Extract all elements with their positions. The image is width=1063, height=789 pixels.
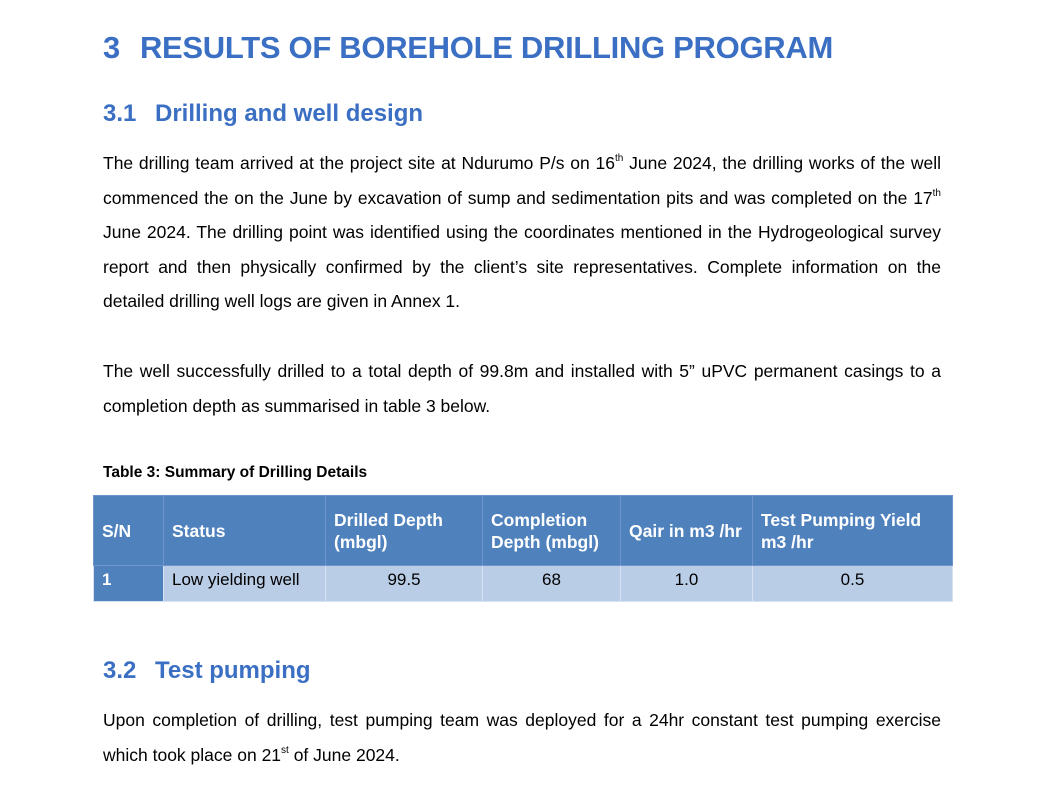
drilling-paragraph: The drilling team arrived at the project site at Ndurumo P/s on 16th June 2024, the drilling works of the well commenced the on the June by excavation of sump and sedimentation pits and was completed on the 17th June 2024. The drilling point was identified using the coordinates mentioned in the Hydrogeological survey report and then physically confirmed by the client’s site representatives. Complete information on the detailed drilling well logs are given in Annex 1.: [103, 153, 941, 311]
table-caption: Table 3: Summary of Drilling Details: [103, 464, 368, 481]
header-qair: Qair in m3 /hr: [621, 496, 753, 566]
section-number: 3.2: [103, 657, 137, 684]
section-title: Drilling and well design: [155, 100, 424, 127]
cell-status: Low yielding well: [164, 566, 326, 602]
chapter-title: RESULTS OF BOREHOLE DRILLING PROGRAM: [139, 30, 833, 65]
header-status: Status: [164, 496, 326, 566]
cell-drilled-depth: 99.5: [326, 566, 483, 602]
header-drilled-depth: Drilled Depth (mbgl): [326, 496, 483, 566]
header-completion-depth: Completion Depth (mbgl): [483, 496, 621, 566]
cell-sn: 1: [94, 566, 164, 602]
casing-paragraph: The well successfully drilled to a total depth of 99.8m and installed with 5” uPVC permanent casings to a completion depth as summarised in table 3 below.: [103, 361, 941, 416]
table-header-row: [94, 496, 953, 566]
header-test-pumping-yield: Test Pumping Yield m3 /hr: [753, 496, 953, 566]
test-pumping-paragraph: Upon completion of drilling, test pumping team was deployed for a 24hr constant test pumping exercise which took place on 21st of June 2024.: [103, 710, 941, 765]
section-heading-drilling: [103, 100, 423, 128]
section-number: 3.1: [103, 100, 137, 127]
chapter-heading: [103, 30, 833, 66]
chapter-number: 3: [103, 30, 120, 65]
table-row: [94, 566, 953, 602]
header-sn: S/N: [94, 496, 164, 566]
cell-completion-depth: 68: [483, 566, 621, 602]
cell-qair: 1.0: [621, 566, 753, 602]
cell-test-pumping-yield: 0.5: [753, 566, 953, 602]
drilling-details-table: [93, 495, 953, 602]
section-heading-test-pumping: [103, 657, 311, 685]
section-title: Test pumping: [155, 657, 311, 684]
